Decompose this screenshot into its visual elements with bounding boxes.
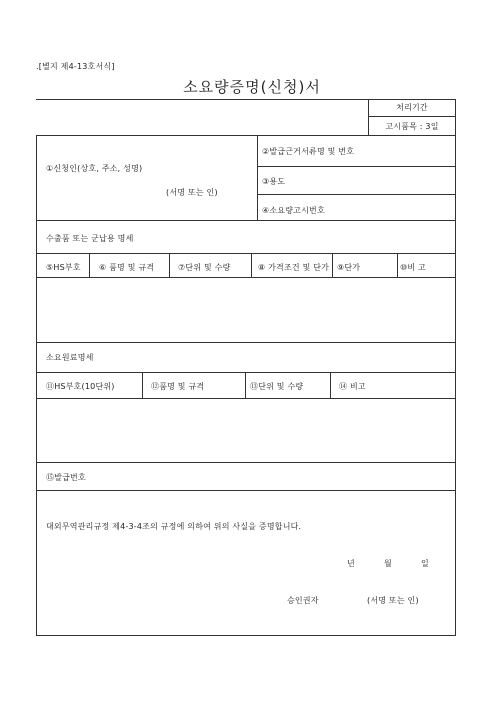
row-rule-3 <box>36 342 456 343</box>
export-col-divider <box>332 253 333 277</box>
materials-section-title: 소요원료명세 <box>46 353 94 362</box>
top-rule <box>36 99 456 100</box>
form-number: .[별지 제4-13호서식] <box>36 62 115 71</box>
export-col-divider <box>397 253 398 277</box>
export-col-divider <box>251 253 252 277</box>
applicant-divider <box>257 135 258 220</box>
row-rule-2 <box>36 220 456 221</box>
doc-name-field: ②발급근거서류명 및 번호 <box>262 147 355 156</box>
export-header-top <box>36 253 456 254</box>
outer-left-border <box>36 135 37 636</box>
export-column-header: ⑥ 품명 및 규격 <box>99 263 155 272</box>
row-rule-5 <box>36 490 456 491</box>
export-section-title: 수출품 또는 군납용 명세 <box>46 234 134 243</box>
export-col-divider <box>89 253 90 277</box>
export-column-header: ⑦단위 및 수량 <box>178 263 231 272</box>
materials-col-divider <box>142 372 143 398</box>
issue-number-label: ⑮발급번호 <box>46 473 86 482</box>
date-month: 월 <box>384 559 392 568</box>
export-header-bottom <box>36 277 456 278</box>
date-year: 년 <box>347 559 355 568</box>
outer-right-border <box>455 99 456 636</box>
usage-field: ③용도 <box>262 177 286 186</box>
processing-period-value: 고시품목 : 3일 <box>385 122 439 131</box>
date-day: 일 <box>421 559 429 568</box>
materials-header-bottom <box>36 398 456 399</box>
processing-period-label: 처리기간 <box>396 103 428 112</box>
row-rule-4 <box>36 462 456 463</box>
export-col-divider <box>169 253 170 277</box>
materials-header-top <box>36 372 456 373</box>
certification-statement: 대외무역관리규정 제4-3-4조의 규정에 의하여 위의 사실을 증명합니다. <box>46 522 302 531</box>
approver-sign: (서명 또는 인) <box>367 596 419 605</box>
materials-column-header: ⑪HS부호(10단위) <box>46 382 115 391</box>
approver-label: 승인권자 <box>287 596 319 605</box>
materials-col-divider <box>245 372 246 398</box>
notice-number-field: ④소요량고시번호 <box>262 206 325 215</box>
materials-column-header: ⑭ 비고 <box>339 382 366 391</box>
export-column-header: ⑨단가 <box>337 263 361 272</box>
materials-column-header: ⑫품명 및 규격 <box>151 382 205 391</box>
row-rule-1 <box>36 135 456 136</box>
export-column-header: ⑧ 가격조건 및 단가 <box>258 263 330 272</box>
right-field-rule-2 <box>257 194 456 195</box>
outer-bottom-border <box>36 635 456 636</box>
materials-column-header: ⑬단위 및 수량 <box>250 382 304 391</box>
applicant-label: ①신청인(상호, 주소, 성명) <box>46 164 143 173</box>
materials-col-divider <box>330 372 331 398</box>
right-field-rule-1 <box>257 166 456 167</box>
export-column-header: ⑩비 고 <box>400 263 426 272</box>
applicant-sign: (서명 또는 인) <box>166 188 218 197</box>
export-column-header: ⑤HS부호 <box>46 263 81 272</box>
page-title: 소요량증명(신청)서 <box>183 78 321 96</box>
processing-box-divider <box>368 116 456 117</box>
